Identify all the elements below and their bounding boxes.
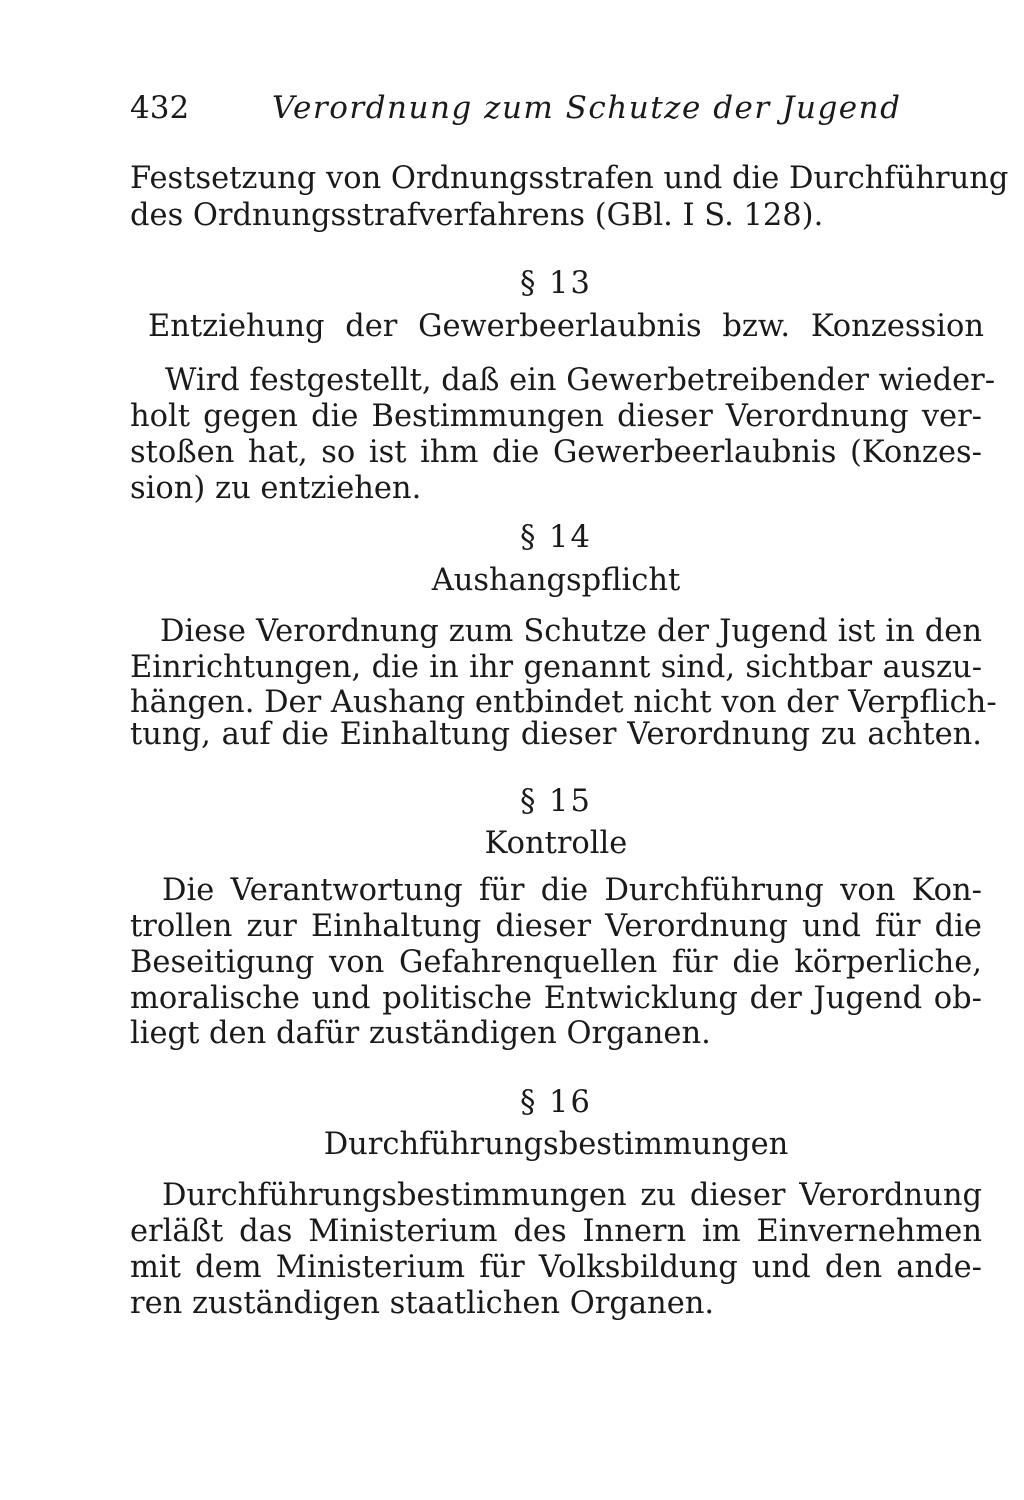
section-number-14: § 14 [520,520,592,555]
section-heading-14: Aushangspflicht [431,563,681,598]
running-head [130,86,982,130]
body-line: Diese Verordnung zum Schutze der Jugend ist in den [160,614,982,649]
section-heading-13: Entziehung der Gewerbeerlaubnis bzw. Konzession [148,309,984,344]
body-line: liegt den dafür zuständigen Organen. [130,1016,711,1051]
body-line: moralische und politische Entwicklung der Jugend ob- [130,981,982,1016]
body-line: Festsetzung von Ordnungsstrafen und die Durchführung [130,161,1009,196]
body-line: trollen zur Einhaltung dieser Verordnung und für die [130,909,982,944]
page-number: 432 [130,90,190,126]
body-line: stoßen hat, so ist ihm die Gewerbeerlaubnis (Konzes- [130,435,982,470]
section-heading-15: Kontrolle [484,826,628,861]
body-line: sion) zu entziehen. [130,471,422,506]
body-line: erläßt das Ministerium des Innern im Einvernehmen [130,1214,982,1249]
section-number-15: § 15 [520,784,592,819]
section-heading-16: Durchführungsbestimmungen [323,1127,789,1162]
body-line: Durchführungsbestimmungen zu dieser Verordnung [162,1178,982,1213]
body-line: ren zuständigen staatlichen Organen. [130,1286,715,1321]
body-line: Wird festgestellt, daß ein Gewerbetreibender wieder- [165,363,996,398]
body-line: des Ordnungsstrafverfahrens (GBl. I S. 128). [130,198,824,233]
running-head-title: Verordnung zum Schutze der Jugend [272,90,902,126]
body-line: Beseitigung von Gefahrenquellen für die körperliche, [130,945,982,980]
body-line: tung, auf die Einhaltung dieser Verordnung zu achten. [130,717,982,752]
section-number-13: § 13 [520,266,592,301]
body-line: Die Verantwortung für die Durchführung von Kon- [162,873,982,908]
body-line: mit dem Ministerium für Volksbildung und den ande- [130,1250,982,1285]
body-line: Einrichtungen, die in ihr genannt sind, sichtbar auszu- [130,650,982,685]
body-line: hängen. Der Aushang entbindet nicht von der Verpflich- [130,685,997,720]
section-number-16: § 16 [520,1085,592,1120]
body-line: holt gegen die Bestimmungen dieser Verordnung ver- [130,399,982,434]
document-page [130,0,1009,1500]
